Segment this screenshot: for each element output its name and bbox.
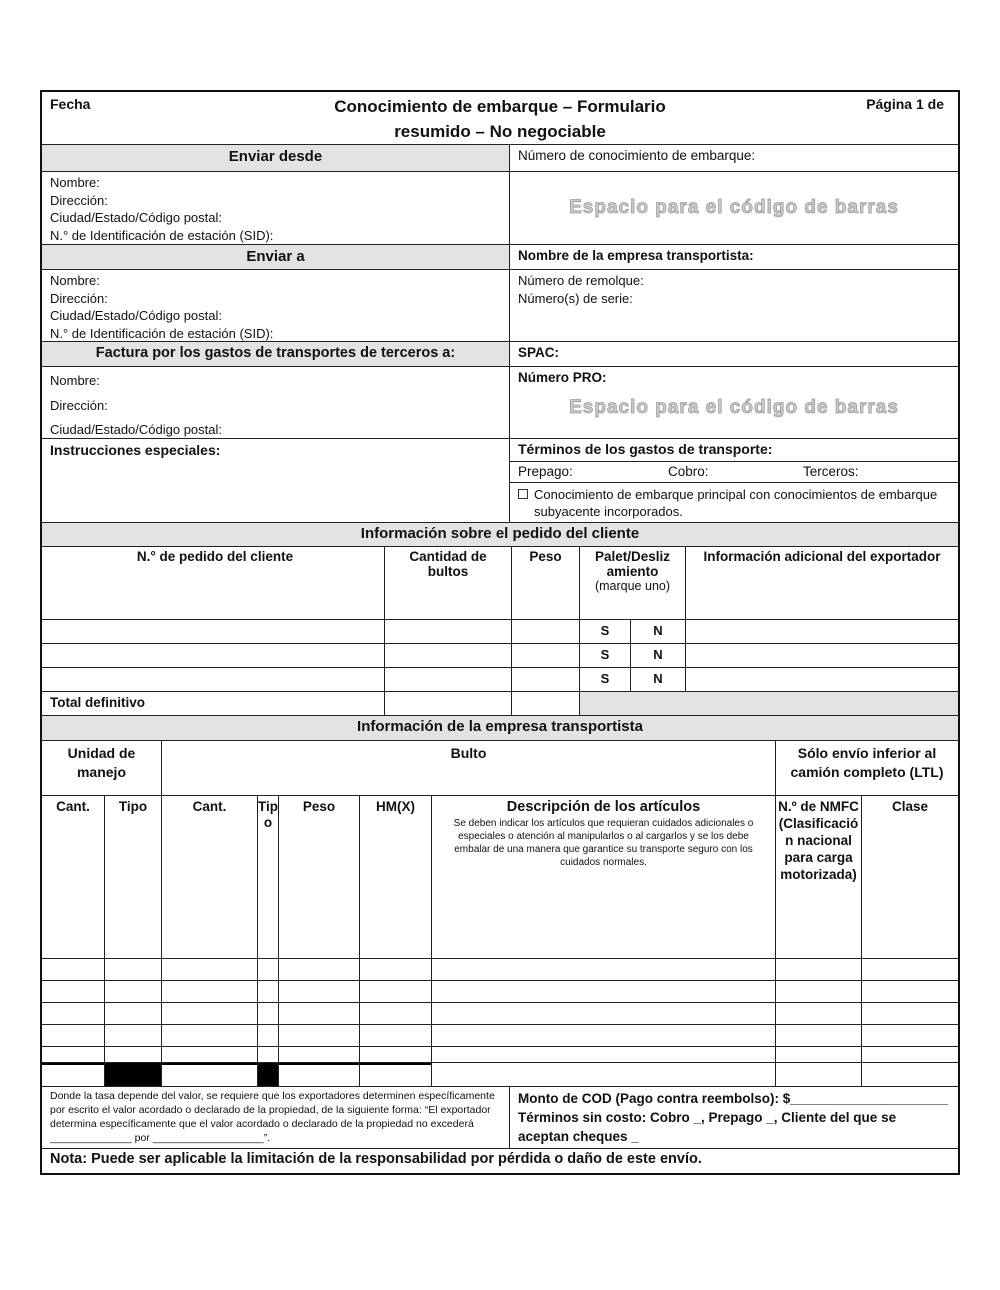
col-header-package-qty: Cantidad de bultos	[385, 547, 512, 620]
carrier-hm-cell[interactable]	[360, 959, 432, 981]
carrier-hm-cell[interactable]	[360, 1025, 432, 1047]
group-header-handling-unit: Unidad de manejo	[42, 741, 162, 796]
third-party-option[interactable]: Terceros:	[803, 464, 859, 479]
carrier-description-cell[interactable]	[432, 1025, 776, 1047]
carrier-class-cell[interactable]	[862, 959, 958, 981]
customer-order-band-title: Información sobre el pedido del cliente	[42, 523, 958, 547]
col-header-package-qty: Cant.	[162, 796, 258, 959]
trailer-fields[interactable]	[510, 270, 958, 342]
col-header-nmfc: N.º de NMFC (Clasificación nacional para carga motorizada)	[776, 796, 862, 959]
carrier-hm-cell[interactable]	[360, 981, 432, 1003]
spac-label: SPAC:	[510, 342, 958, 367]
page-number-label: Página 1 de	[866, 96, 944, 112]
package-qty-cell[interactable]	[385, 620, 512, 644]
order-number-cell[interactable]	[42, 668, 385, 692]
col-header-weight: Peso	[512, 547, 580, 620]
third-party-name-label: Nombre:	[50, 373, 100, 388]
freight-terms-options	[510, 462, 958, 483]
carrier-type2-cell[interactable]	[258, 1047, 279, 1063]
carrier-weight-cell[interactable]	[279, 1063, 360, 1087]
description-header-note: Se deben indicar los artículos que requieran cuidados adicionales o especiales o atención al manipularlos o al cargarlos y se los debe embalar de una manera que garantice su transporte seguro con los cuidados normales.	[453, 818, 754, 868]
carrier-type1-cell[interactable]	[105, 1047, 162, 1063]
group-header-ltl-only: Sólo envío inferior al camión completo (LTL)	[776, 741, 958, 796]
pallet-header-note: (marque uno)	[594, 579, 671, 593]
ship-from-address-label: Dirección:	[50, 192, 108, 208]
third-party-fields[interactable]	[42, 367, 510, 439]
pro-number-cell[interactable]	[510, 367, 958, 439]
carrier-weight-cell[interactable]	[279, 1047, 360, 1063]
carrier-description-cell[interactable]	[432, 1003, 776, 1025]
carrier-qty1-cell[interactable]	[42, 1047, 105, 1063]
third-party-city-label: Ciudad/Estado/Código postal:	[50, 422, 223, 438]
description-header-title: Descripción de los artículos	[506, 799, 701, 815]
date-label: Fecha	[50, 96, 91, 112]
carrier-qty1-cell[interactable]	[42, 1063, 105, 1087]
carrier-qty2-cell[interactable]	[162, 1025, 258, 1047]
carrier-qty1-cell[interactable]	[42, 1025, 105, 1047]
bol-number-label: Número de conocimiento de embarque:	[510, 145, 958, 172]
carrier-nmfc-cell[interactable]	[776, 981, 862, 1003]
total-shaded-cell	[580, 692, 958, 716]
carrier-nmfc-cell[interactable]	[776, 1047, 862, 1063]
col-header-package-weight: Peso	[279, 796, 360, 959]
col-header-customer-order-number: N.° de pedido del cliente	[42, 547, 385, 620]
pallet-header-line2: amiento	[606, 564, 659, 579]
pallet-yes-cell[interactable]: S	[580, 668, 631, 692]
additional-info-cell[interactable]	[686, 668, 958, 692]
carrier-qty2-cell[interactable]	[162, 959, 258, 981]
carrier-qty2-cell[interactable]	[162, 1047, 258, 1063]
carrier-hm-cell[interactable]	[360, 1063, 432, 1087]
carrier-weight-cell[interactable]	[279, 1025, 360, 1047]
special-instructions-cell[interactable]	[42, 439, 510, 523]
col-header-handling-qty: Cant.	[42, 796, 105, 959]
carrier-qty2-cell[interactable]	[162, 981, 258, 1003]
package-qty-cell[interactable]	[385, 644, 512, 668]
col-header-description	[432, 796, 776, 959]
group-header-package: Bulto	[162, 741, 776, 796]
col-header-additional-info: Información adicional del exportador	[686, 547, 958, 620]
freight-terms-title: Términos de los gastos de transporte:	[510, 439, 958, 462]
carrier-nmfc-cell[interactable]	[776, 1003, 862, 1025]
col-header-handling-type: Tipo	[105, 796, 162, 959]
carrier-hm-cell[interactable]	[360, 1047, 432, 1063]
master-bol-checkbox-label: Conocimiento de embarque principal con conocimientos de embarque subyacente incorporados.	[534, 487, 938, 519]
carrier-type2-cell[interactable]	[258, 959, 279, 981]
grand-total-label: Total definitivo	[42, 692, 385, 716]
freight-terms-free-label[interactable]: Términos sin costo: Cobro _, Prepago _, Cliente del que se aceptan cheques _	[518, 1109, 897, 1144]
pallet-yes-cell[interactable]: S	[580, 620, 631, 644]
carrier-type1-cell[interactable]	[105, 1025, 162, 1047]
blacked-out-cell	[258, 1063, 279, 1087]
liability-note: Nota: Puede ser aplicable la limitación de la responsabilidad por pérdida o daño de este envío.	[50, 1151, 702, 1167]
carrier-description-cell[interactable]	[432, 1063, 776, 1087]
carrier-class-cell[interactable]	[862, 981, 958, 1003]
bill-of-lading-form	[40, 90, 960, 1175]
special-instructions-label: Instrucciones especiales:	[50, 442, 221, 458]
col-header-hazmat: HM(X)	[360, 796, 432, 959]
form-title-line1: Conocimiento de embarque – Formulario	[334, 97, 666, 116]
weight-cell[interactable]	[512, 644, 580, 668]
ship-to-fields[interactable]	[42, 270, 510, 342]
additional-info-cell[interactable]	[686, 620, 958, 644]
carrier-qty1-cell[interactable]	[42, 981, 105, 1003]
carrier-description-cell[interactable]	[432, 1047, 776, 1063]
ship-to-city-label: Ciudad/Estado/Código postal:	[50, 308, 223, 324]
carrier-weight-cell[interactable]	[279, 959, 360, 981]
ship-from-section-title: Enviar desde	[42, 145, 510, 172]
prepaid-option[interactable]: Prepago:	[518, 464, 573, 479]
col-header-class: Clase	[862, 796, 958, 959]
order-number-cell[interactable]	[42, 620, 385, 644]
pallet-no-cell[interactable]: N	[631, 668, 686, 692]
carrier-class-cell[interactable]	[862, 1047, 958, 1063]
master-bol-checkbox[interactable]	[518, 489, 528, 499]
form-header	[42, 92, 958, 145]
freight-terms-cell	[510, 439, 958, 523]
serial-numbers-label: Número(s) de serie:	[518, 290, 633, 306]
trailer-number-label: Número de remolque:	[518, 273, 644, 288]
weight-cell[interactable]	[512, 668, 580, 692]
carrier-weight-cell[interactable]	[279, 981, 360, 1003]
ship-to-name-label: Nombre:	[50, 273, 100, 288]
weight-cell[interactable]	[512, 620, 580, 644]
carrier-type1-cell[interactable]	[105, 981, 162, 1003]
carrier-type1-cell[interactable]	[105, 1003, 162, 1025]
cod-amount-label[interactable]: Monto de COD (Pago contra reembolso): $_____________________	[518, 1091, 948, 1106]
carrier-nmfc-cell[interactable]	[776, 959, 862, 981]
barcode-space-2: Espacio para el código de barras	[569, 397, 899, 418]
carrier-nmfc-cell[interactable]	[776, 1025, 862, 1047]
carrier-nmfc-cell[interactable]	[776, 1063, 862, 1087]
ship-to-section-title: Enviar a	[42, 245, 510, 270]
carrier-qty1-cell[interactable]	[42, 1003, 105, 1025]
carrier-weight-cell[interactable]	[279, 1003, 360, 1025]
ship-from-name-label: Nombre:	[50, 175, 100, 190]
barcode-space-1: Espacio para el código de barras	[510, 172, 958, 245]
carrier-class-cell[interactable]	[862, 1003, 958, 1025]
carrier-class-cell[interactable]	[862, 1025, 958, 1047]
carrier-type1-cell[interactable]	[105, 959, 162, 981]
carrier-qty2-cell[interactable]	[162, 1003, 258, 1025]
carrier-type2-cell[interactable]	[258, 1025, 279, 1047]
total-weight-cell[interactable]	[512, 692, 580, 716]
carrier-qty1-cell[interactable]	[42, 959, 105, 981]
carrier-type2-cell[interactable]	[258, 1003, 279, 1025]
third-party-section-title: Factura por los gastos de transportes de terceros a:	[42, 342, 510, 367]
ship-to-address-label: Dirección:	[50, 290, 108, 306]
master-bol-checkbox-row	[510, 483, 958, 523]
order-number-cell[interactable]	[42, 644, 385, 668]
form-title	[42, 92, 958, 144]
pallet-header-line1: Palet/Desliz	[594, 549, 671, 564]
total-package-qty-cell[interactable]	[385, 692, 512, 716]
form-title-line2: resumido – No negociable	[394, 121, 606, 141]
carrier-band-title: Información de la empresa transportista	[42, 716, 958, 741]
ship-from-sid-label: N.° de Identificación de estación (SID):	[50, 227, 274, 243]
pallet-no-cell[interactable]: N	[631, 620, 686, 644]
carrier-qty2-cell[interactable]	[162, 1063, 258, 1087]
ship-from-city-label: Ciudad/Estado/Código postal:	[50, 210, 223, 226]
col-header-package-type-vertical: Tipo	[258, 796, 279, 959]
third-party-address-label: Dirección:	[50, 397, 108, 413]
package-qty-cell[interactable]	[385, 668, 512, 692]
pallet-yes-cell[interactable]: S	[580, 644, 631, 668]
ship-to-sid-label: N.° de Identificación de estación (SID):	[50, 325, 274, 341]
carrier-hm-cell[interactable]	[360, 1003, 432, 1025]
carrier-type2-cell[interactable]	[258, 981, 279, 1003]
pallet-no-cell[interactable]: N	[631, 644, 686, 668]
ship-from-fields[interactable]	[42, 172, 510, 245]
carrier-description-cell[interactable]	[432, 959, 776, 981]
blacked-out-cell	[105, 1063, 162, 1087]
carrier-class-cell[interactable]	[862, 1063, 958, 1087]
pro-number-label: Número PRO:	[518, 370, 607, 385]
col-header-pallet	[580, 547, 686, 620]
additional-info-cell[interactable]	[686, 644, 958, 668]
cod-terms-cell	[510, 1087, 958, 1149]
carrier-description-cell[interactable]	[432, 981, 776, 1003]
collect-option[interactable]: Cobro:	[668, 464, 709, 479]
carrier-name-label: Nombre de la empresa transportista:	[510, 245, 958, 270]
value-declaration-text: Donde la tasa depende del valor, se requiere que los exportadores determinen específicamente por escrito el valor acordado o declarado de la propiedad, de la siguiente forma: “El exportador determina específicamente que el valor acordado o declarado de la propiedad no excederá ______________ por ___________________”.	[42, 1087, 510, 1149]
